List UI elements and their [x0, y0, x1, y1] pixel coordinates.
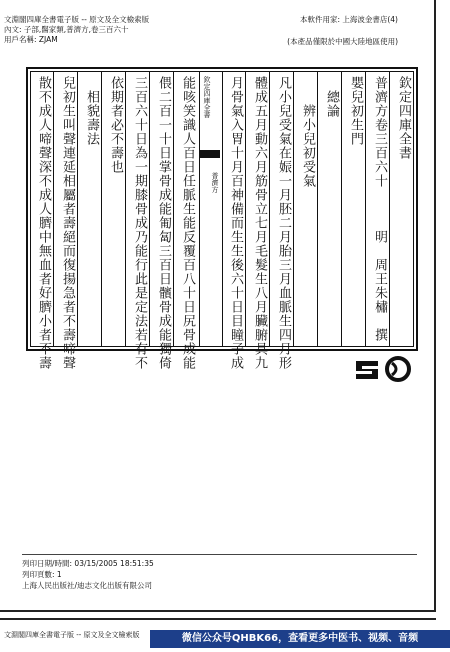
- text-column: 能咳笑識人百日任脈生能反覆百八十日尻骨成能: [180, 76, 195, 370]
- text-column: 偎二百一十日掌骨成能匍匐三百日髕骨成能獨倚: [156, 76, 171, 370]
- text-frame: [26, 67, 418, 370]
- header-user-label: 用戶名稱:: [4, 35, 37, 44]
- header-section: 內文: 子部,醫家類,普濟方,卷三百六十: [4, 25, 129, 34]
- header-left: [4, 15, 149, 45]
- column-rule: [101, 72, 102, 346]
- text-column: 體成五月動六月筋骨立七月毛髮生八月臟腑具九: [252, 76, 267, 370]
- text-column: 月骨氣入胃十月百神備而生生後六十日目瞳子成: [228, 76, 243, 370]
- header-user-value: ZJAM: [38, 35, 58, 44]
- column-rule: [245, 72, 246, 346]
- print-pages: 列印頁數: 1: [22, 570, 62, 579]
- column-rule: [149, 72, 150, 346]
- column-rule: [293, 72, 294, 346]
- fish-tail-mark: [200, 150, 220, 158]
- text-column: 依期者必不壽也: [108, 76, 123, 174]
- text-frame-inner: [30, 71, 414, 370]
- center-band-subtitle: 普濟方: [211, 172, 219, 193]
- column-rule: [389, 72, 390, 346]
- footer-divider: [22, 554, 417, 555]
- text-column: 相貌壽法: [84, 76, 99, 146]
- column-rule: [53, 72, 54, 346]
- text-column: 辨小兒初受氣: [300, 76, 315, 188]
- print-date: 列印日期/時間: 03/15/2005 18:51:35: [22, 559, 154, 568]
- header-region-note: (本產品僅限於中國大陸地區使用): [287, 37, 398, 46]
- column-rule: [317, 72, 318, 346]
- column-rule: [125, 72, 126, 346]
- header-right: [287, 15, 398, 47]
- text-column: 普濟方卷三百六十 明 周王朱橚 撰: [372, 76, 387, 342]
- column-rule: [269, 72, 270, 346]
- center-band: [199, 72, 223, 346]
- text-column: 凡小兒受氣在娠一月胚二月胎三月血脈生四月形: [276, 76, 291, 370]
- header-licensee: 本軟件用家: 上海波金書店(4): [299, 15, 398, 24]
- column-rule: [341, 72, 342, 346]
- publisher-logo-icon: [352, 355, 412, 383]
- text-column: 散不成人啼聲深不成人臍中無血者好臍小者不壽: [36, 76, 51, 370]
- print-footer: [22, 558, 154, 591]
- text-column: 嬰兒初生門: [348, 76, 363, 146]
- watermark-banner: 微信公众号QHBK66，查看更多中医书、视频、音频: [150, 630, 450, 648]
- header-title: 文淵閣四庫全書電子版 -- 原文及全文檢索版: [4, 15, 150, 24]
- center-band-title: 欽定四庫全書: [203, 76, 211, 118]
- text-column: 總論: [324, 76, 339, 118]
- text-column: 三百六十日為一期膝骨成乃能行此是定法若有不: [132, 76, 147, 370]
- header-user: [4, 35, 149, 45]
- column-rule: [173, 72, 174, 346]
- text-column: 欽定四庫全書: [396, 76, 411, 160]
- next-page-header: 文淵閣四庫全書電子版 -- 原文及全文檢索版: [4, 631, 140, 639]
- column-rule: [365, 72, 366, 346]
- publisher-credit: 上海人民出版社/迪志文化出版有限公司: [22, 581, 153, 590]
- column-rule: [77, 72, 78, 346]
- text-column: 兒初生叫聲連延相屬者壽絕而復揚急者不壽啼聲: [60, 76, 75, 370]
